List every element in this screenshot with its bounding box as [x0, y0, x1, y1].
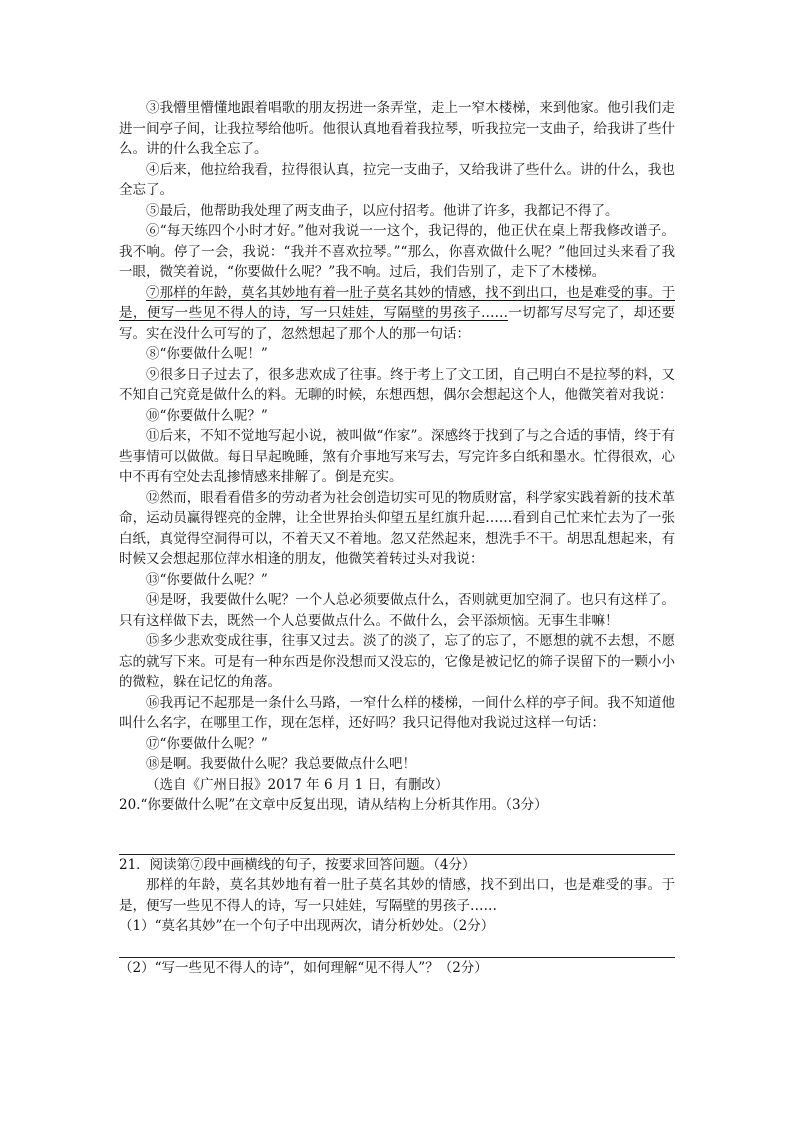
- paragraph-3: ③我懵里懵懂地跟着唱歌的朋友拐进一条弄堂，走上一窄木楼梯，来到他家。他引我们走进一间亭子间，让我拉琴给他听。他很认真地看着我拉琴，听我拉完一支曲子，给我讲了些什么。讲的什么我全忘了。: [119, 100, 675, 157]
- underlined-sentence: ⑦那样的年龄，莫名其妙地有着一肚子莫名其妙的情感，找不到出口，也是难受的事。于是，便写一些见不得人的诗，写一只娃娃，写隔壁的男孩子……: [119, 284, 675, 321]
- paragraph-11: ⑪后来，不知不觉地写起小说，被叫做“作家”。深感终于找到了与之合适的事情，终于有些事情可以做做。每日早起晚睡，煞有介事地写来写去，写完许多白纸和墨水。忙得很欢，心中不再有空处去乱掺情感来排解了。倒是充实。: [119, 428, 675, 485]
- answer-space-21-1[interactable]: [119, 937, 675, 957]
- paragraph-10: ⑩“你要做什么呢？”: [146, 407, 268, 424]
- paragraph-14: ⑭是呀，我要做什么呢？一个人总必须要做点什么，否则就更加空洞了。也只有这样了。只有这样做下去，既然一个人总要做点什么。不做什么，会平添烦恼。无事生非嘛！: [119, 592, 675, 629]
- answer-space-20[interactable]: [119, 816, 675, 854]
- paragraph-7: [119, 283, 675, 345]
- paragraph-12: ⑫然而，眼看看借多的劳动者为社会创造切实可见的物质财富，科学家实践着新的技术革命，运动员赢得铿亮的金牌，让全世界抬头仰望五星红旗升起……看到自己忙来忙去为了一张白纸，真觉得空洞得可以，不着天又不着地。忽又茫然起来，想洗手不干。胡思乱想起来，有时候又会想起那位萍水相逢的朋友，他微笑着转过头对我说：: [119, 489, 675, 567]
- paragraph-13: ⑬“你要做什么呢？”: [146, 571, 268, 588]
- paragraph-9: ⑨很多日子过去了，很多悲欢成了往事。终于考上了文工团，自己明白不是拉琴的料，又不知自己究竟是做什么的料。无聊的时候，东想西想，偶尔会想起这个人，他微笑着对我说：: [119, 366, 675, 403]
- paragraph-15: ⑮多少悲欢变成往事，往事又过去。淡了的淡了，忘了的忘了，不愿想的就不去想，不愿忘的就写下来。可是有一种东西是你没想而又没忘的，它像是被记忆的筛子误留下的一颗小小的微粒，躲在记忆的角落。: [119, 633, 675, 690]
- paragraph-18: ⑱是啊。我要做什么呢？我总要做点什么吧！: [146, 756, 416, 772]
- paragraph-4: ④后来，他拉给我看，拉得很认真，拉完一支曲子，又给我讲了些什么。讲的什么，我也全忘了。: [119, 161, 675, 198]
- paragraph-8: ⑧“你要做什么呢！”: [146, 346, 268, 362]
- document-page: [119, 98, 675, 978]
- source-citation: （选自《广州日报》2017 年 6 月 1 日，有删改）: [146, 776, 449, 793]
- paragraph-6: ⑥“每天练四个小时才好。”他对我说一一这个，我记得的，他正伏在桌上帮我修改谱子。我不响。停了一会，我说：“我并不喜欢拉琴。”“那么，你喜欢做什么呢？”他回过头来看了我一眼，微笑着说，“你要做什么呢？”我不响。过后，我们告别了，走下了木楼梯。: [119, 223, 675, 280]
- paragraph-17: ⑰“你要做什么呢？”: [146, 735, 268, 752]
- question-20: 20.“你要做什么呢”在文章中反复出现，请从结构上分析其作用。（3分）: [119, 797, 548, 813]
- question-21-part-2: （2）“写一些见不得人的诗”，如何理解“见不得人”？（2分）: [119, 959, 488, 976]
- question-21-part-1: （1）“莫名其妙”在一个句子中出现两次，请分析妙处。（2分）: [119, 918, 495, 934]
- question-21-quote: 那样的年龄，莫名其妙地有着一肚子莫名其妙的情感，找不到出口，也是难受的事。于是，便写一些见不得人的诗，写一只娃娃，写隔壁的男孩子……: [119, 877, 675, 914]
- paragraph-16: ⑯我再记不起那是一条什么马路，一窄什么样的楼梯，一间什么样的亭子间。我不知道他叫什么名字，在哪里工作，现在怎样，还好吗？我只记得他对我说过这样一句话：: [119, 694, 675, 731]
- paragraph-5: ⑤最后，他帮助我处理了两支曲子，以应付招考。他讲了许多，我都记不得了。: [146, 202, 619, 219]
- question-21: 21．阅读第⑦段中画横线的句子，按要求回答问题。（4分）: [119, 856, 476, 873]
- paragraph-7-rest: 一切都写尽写完了，却还要写。实在没什么可写的了，忽然想起了那个人的那一句话：: [119, 305, 676, 342]
